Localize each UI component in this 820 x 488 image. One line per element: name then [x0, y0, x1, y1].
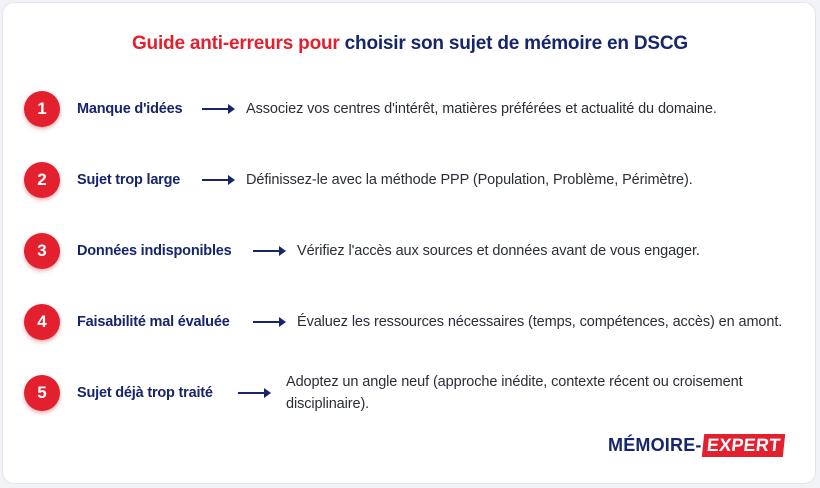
brand-logo [608, 432, 784, 458]
arrow-right-icon [238, 387, 272, 399]
solution-text: Adoptez un angle neuf (approche inédite, contexte récent ou croisement disciplinaire). [286, 374, 743, 412]
arrow-right-icon [202, 174, 236, 186]
mistake-label: Manque d'idées [77, 101, 183, 117]
solution-text: Définissez-le avec la méthode PPP (Population, Problème, Périmètre). [246, 172, 693, 188]
logo-text-highlight: EXPERT [701, 434, 785, 457]
list-item [0, 228, 820, 274]
logo-text-main: MÉMOIRE- [608, 434, 702, 455]
step-number-badge: 2 [24, 162, 60, 198]
step-number-badge: 3 [24, 233, 60, 269]
step-number-badge: 4 [24, 304, 60, 340]
solution-text: Associez vos centres d'intérêt, matières préférées et actualité du domaine. [246, 101, 717, 117]
arrow-right-icon [253, 316, 287, 328]
mistake-label: Données indisponibles [77, 243, 232, 259]
page-title [0, 33, 820, 55]
title-highlight: Guide anti-erreurs pour [131, 33, 340, 54]
solution-text: Vérifiez l'accès aux sources et données avant de vous engager. [297, 243, 700, 259]
title-main: choisir son sujet de mémoire en DSCG [344, 33, 689, 54]
mistake-label: Faisabilité mal évaluée [77, 314, 230, 330]
solution-text: Évaluez les ressources nécessaires (temps, compétences, accès) en amont. [297, 314, 783, 330]
step-number-badge: 5 [24, 375, 60, 411]
list-item [0, 86, 820, 132]
arrow-right-icon [253, 245, 287, 257]
list-item [0, 299, 820, 345]
list-item [0, 157, 820, 203]
step-number-badge: 1 [24, 91, 60, 127]
mistake-label: Sujet trop large [77, 172, 181, 188]
mistake-label: Sujet déjà trop traité [77, 385, 213, 401]
arrow-right-icon [202, 103, 236, 115]
list-item [0, 370, 820, 416]
